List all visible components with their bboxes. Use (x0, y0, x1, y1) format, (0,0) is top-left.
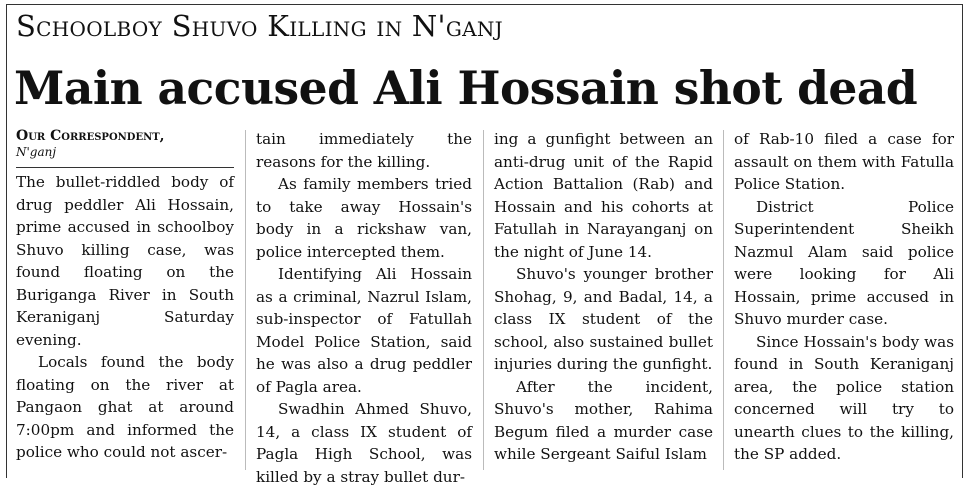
column-divider (723, 130, 724, 470)
paragraph: Swadhin Ahmed Shuvo, 14, a class IX student of Pagla High School, was killed by a stray bullet dur- (256, 400, 472, 486)
paragraph: The bullet-riddled body of drug peddler Ali Hossain, prime accused in schoolboy Shuvo killing case, was found floating on the Buriganga River in South Keraniganj Saturday evening. (16, 173, 234, 349)
paragraph: Shuvo's younger brother Shohag, 9, and Badal, 14, a class IX student of the school, also sustained bullet injuries during the gunfight. (494, 265, 713, 373)
article-column-1 (16, 128, 234, 464)
paragraph: ing a gunfight between an anti-drug unit of the Rapid Action Battalion (Rab) and Hossain and his cohorts at Fatullah in Narayanganj on the night of June 14. (494, 130, 713, 261)
byline-rule (16, 167, 234, 168)
byline-author: Our Correspondent, (16, 128, 165, 144)
byline-place: N'ganj (16, 145, 57, 159)
paragraph: After the incident, Shuvo's mother, Rahima Begum filed a murder case while Sergeant Saiful Islam (494, 377, 713, 463)
paragraph: Since Hossain's body was found in South Keraniganj area, the police station concerned will try to unearth clues to the killing, the SP added. (734, 332, 954, 463)
column-divider (245, 130, 246, 470)
article-column-2 (256, 128, 472, 488)
paragraph: As family members tried to take away Hossain's body in a rickshaw van, police intercepted them. (256, 175, 472, 261)
paragraph: tain immediately the reasons for the killing. (256, 130, 472, 171)
paragraph: District Police Superintendent Sheikh Nazmul Alam said police were looking for Ali Hossain, prime accused in Shuvo murder case. (734, 197, 954, 328)
article-kicker: Schoolboy Shuvo Killing in N'ganj (16, 9, 503, 43)
paragraph: of Rab-10 filed a case for assault on them with Fatulla Police Station. (734, 130, 954, 193)
paragraph: Identifying Ali Hossain as a criminal, Nazrul Islam, sub-inspector of Fatullah Model Police Station, said he was also a drug peddler of Pagla area. (256, 265, 472, 396)
article-column-3 (494, 128, 713, 466)
column-divider (483, 130, 484, 470)
paragraph: Locals found the body floating on the river at Pangaon ghat at around 7:00pm and informed the police who could not ascer- (16, 353, 234, 461)
article-headline: Main accused Ali Hossain shot dead (14, 61, 918, 115)
article-column-4 (734, 128, 954, 466)
